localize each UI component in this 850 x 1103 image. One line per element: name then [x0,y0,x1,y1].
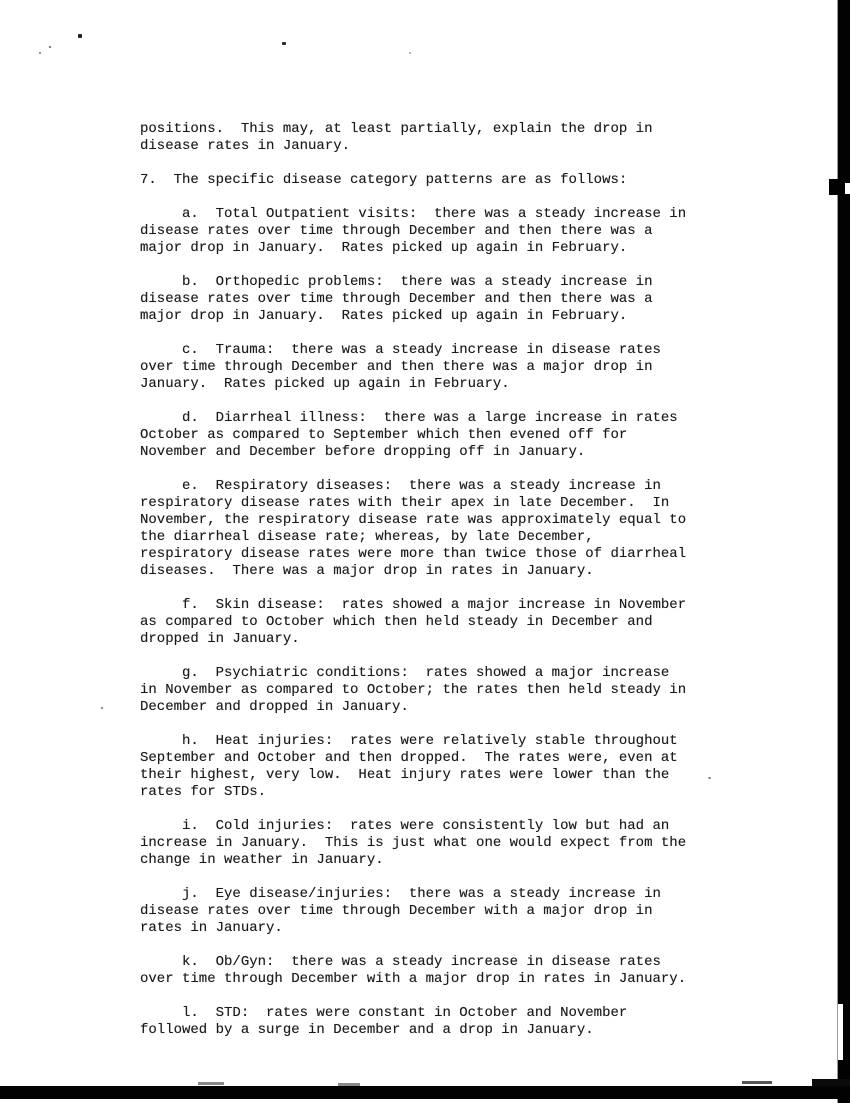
blank-line [140,937,686,954]
text-line: respiratory disease rates were more than twice those of diarrheal [140,546,687,562]
text-line: b. Orthopedic problems: there was a steady increase in [140,274,653,290]
blank-line [140,189,686,206]
text-line: disease rates over time through December and then there was a [140,223,653,239]
text-line: major drop in January. Rates picked up again in February. [140,240,628,256]
text-line: the diarrheal disease rate; whereas, by late December, [140,529,594,545]
text-line: September and October and then dropped. The rates were, even at [140,750,678,766]
text-line: e. Respiratory diseases: there was a steady increase in [140,478,661,494]
text-line: rates in January. [140,920,283,936]
text-line: December and dropped in January. [140,699,409,715]
blank-line [140,393,686,410]
blank-line [140,155,686,172]
blank-line [140,869,686,886]
scan-speck [282,42,286,45]
scan-border-bottom [0,1086,850,1099]
text-line: a. Total Outpatient visits: there was a steady increase in [140,206,687,222]
scan-speck [39,52,41,54]
text-line: respiratory disease rates with their apex in late December. In [140,495,670,511]
text-line: positions. This may, at least partially, explain the drop in [140,121,653,137]
scan-border-right [837,0,850,1103]
text-line: disease rates over time through December and then there was a [140,291,653,307]
blank-line [140,257,686,274]
text-line: over time through December with a major drop in rates in January. [140,971,687,987]
text-line: disease rates over time through December with a major drop in [140,903,653,919]
text-line: k. Ob/Gyn: there was a steady increase in disease rates [140,954,661,970]
blank-line [140,648,686,665]
text-line: c. Trauma: there was a steady increase in disease rates [140,342,661,358]
scan-speck [49,46,51,48]
blank-line [140,988,686,1005]
text-line: f. Skin disease: rates showed a major increase in November [140,597,687,613]
text-line: November, the respiratory disease rate was approximately equal to [140,512,687,528]
text-line: in November as compared to October; the rates then held steady in [140,682,687,698]
text-line: November and December before dropping off in January. [140,444,586,460]
text-line: g. Psychiatric conditions: rates showed a major increase [140,665,670,681]
text-line: increase in January. This is just what one would expect from the [140,835,687,851]
blank-line [140,716,686,733]
scan-border-right-sliver [838,1004,843,1060]
scan-border-right-notch [845,183,850,194]
text-line: i. Cold injuries: rates were consistently low but had an [140,818,670,834]
text-line: d. Diarrheal illness: there was a large increase in rates [140,410,678,426]
text-line: 7. The specific disease category patterns are as follows: [140,172,628,188]
blank-line [140,325,686,342]
text-line: followed by a surge in December and a drop in January. [140,1022,594,1038]
text-line: diseases. There was a major drop in rates in January. [140,563,594,579]
scan-speck [708,777,711,779]
document-text [140,121,686,1039]
text-line: over time through December and then there was a major drop in [140,359,653,375]
text-line: h. Heat injuries: rates were relatively stable throughout [140,733,678,749]
blank-line [140,461,686,478]
blank-line [140,580,686,597]
text-line: October as compared to September which then evened off for [140,427,628,443]
scan-speck [409,52,411,54]
text-line: January. Rates picked up again in February. [140,376,510,392]
text-line: disease rates in January. [140,138,351,154]
scan-speck [101,707,103,709]
text-line: dropped in January. [140,631,300,647]
text-line: rates for STDs. [140,784,267,800]
text-line: as compared to October which then held steady in December and [140,614,653,630]
scan-fuzz [198,1082,224,1085]
text-line: their highest, very low. Heat injury rates were lower than the [140,767,670,783]
scan-speck [78,34,82,38]
text-line: l. STD: rates were constant in October and November [140,1005,628,1021]
text-line: j. Eye disease/injuries: there was a steady increase in [140,886,661,902]
scan-fuzz [742,1081,772,1084]
text-line: change in weather in January. [140,852,384,868]
blank-line [140,801,686,818]
text-line: major drop in January. Rates picked up again in February. [140,308,628,324]
